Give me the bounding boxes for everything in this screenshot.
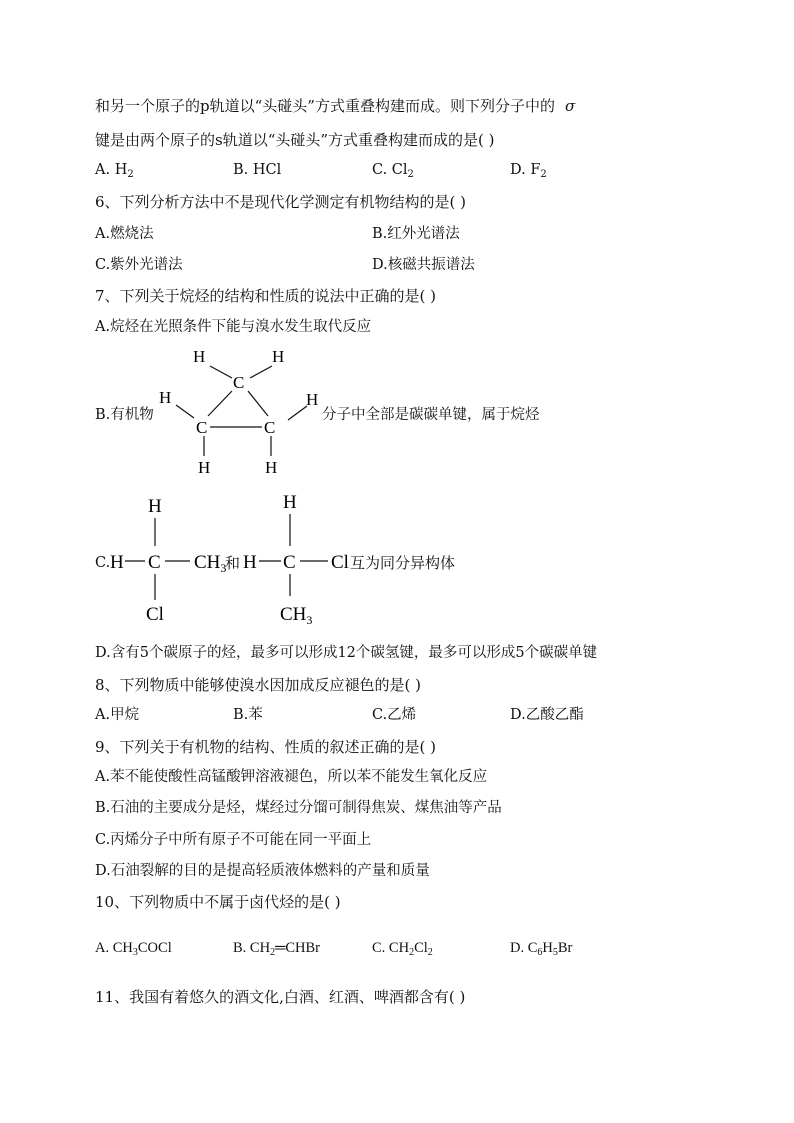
- q7-option-c-prefix[interactable]: C.: [95, 555, 111, 571]
- q5-option-c[interactable]: C. $Cl_2$: [372, 162, 414, 180]
- q8-option-c[interactable]: C.乙烯: [372, 707, 417, 723]
- q10-option-a[interactable]: A. $CH_3COCl$: [95, 940, 172, 958]
- s1-atom-c: C: [148, 552, 161, 573]
- atom-h-mid-left: H: [159, 388, 172, 407]
- q7-option-b-suffix: 分子中全部是碳碳单键，属于烷烃: [322, 407, 540, 423]
- s1-group-ch3: $CH_3$: [194, 552, 227, 575]
- q5-option-a[interactable]: A. $H_2$: [95, 162, 134, 180]
- q6-stem: 6、下列分析方法中不是现代化学测定有机物结构的是( ): [95, 193, 467, 211]
- q6-option-c[interactable]: C.紫外光谱法: [95, 257, 183, 273]
- s1-atom-h-top: H: [148, 496, 162, 517]
- q9-option-c[interactable]: C.丙烯分子中所有原子不可能在同一平面上: [95, 832, 372, 848]
- q9-option-b[interactable]: B.石油的主要成分是烃，煤经过分馏可制得焦炭、煤焦油等产品: [95, 800, 502, 816]
- atom-c-left: C: [196, 418, 208, 437]
- q8-stem: 8、下列物质中能够使溴水因加成反应褪色的是( ): [95, 676, 422, 694]
- q8-option-a[interactable]: A.甲烷: [95, 707, 140, 723]
- s1-atom-cl: Cl: [146, 604, 164, 625]
- q7-stem: 7、下列关于烷烃的结构和性质的说法中正确的是( ): [95, 287, 437, 305]
- q6-option-d[interactable]: D.核磁共振谱法: [372, 257, 475, 273]
- q7-option-b-prefix[interactable]: B.有机物: [95, 407, 154, 423]
- q8-option-b[interactable]: B.苯: [233, 707, 263, 723]
- intro-line-2: 键是由两个原子的s轨道以“头碰头”方式重叠构建而成的是( ): [95, 131, 495, 149]
- q9-option-d[interactable]: D.石油裂解的目的是提高轻质液体燃料的产量和质量: [95, 863, 430, 879]
- s2-group-ch3: $CH_3$: [280, 604, 313, 627]
- atom-h-top-left: H: [193, 347, 206, 366]
- atom-h-bottom-left: H: [198, 458, 211, 477]
- q10-option-c[interactable]: C. $CH_2Cl_2$: [372, 940, 433, 958]
- q8-option-d[interactable]: D.乙酸乙酯: [510, 707, 584, 723]
- s2-atom-h-left: H: [243, 552, 257, 573]
- q9-option-a[interactable]: A.苯不能使酸性高锰酸钾溶液褪色，所以苯不能发生氧化反应: [95, 769, 488, 785]
- q6-option-b[interactable]: B.红外光谱法: [372, 226, 460, 242]
- q10-option-d[interactable]: D. $C_6H_5Br$: [510, 940, 573, 958]
- s2-atom-cl: Cl: [331, 552, 349, 573]
- atom-c-right: C: [264, 418, 276, 437]
- atom-h-bottom-right: H: [265, 458, 278, 477]
- q5-option-b[interactable]: B. HCl: [233, 162, 282, 178]
- sigma-symbol: σ: [564, 97, 576, 115]
- q6-option-a[interactable]: A.燃烧法: [95, 226, 154, 242]
- cyclopropane-structure: [150, 340, 330, 480]
- q10-option-b[interactable]: B. $CH_2═CHBr$: [233, 940, 320, 958]
- q7-option-d[interactable]: D.含有5个碳原子的烃，最多可以形成12个碳氢键，最多可以形成5个碳碳单键: [95, 645, 598, 661]
- q11-stem: 11、我国有着悠久的酒文化,白酒、红酒、啤酒都含有( ): [95, 988, 466, 1006]
- q5-option-d[interactable]: D. $F_2$: [510, 162, 547, 180]
- q9-stem: 9、下列关于有机物的结构、性质的叙述正确的是( ): [95, 738, 437, 756]
- q7-option-c-and: 和: [225, 554, 241, 572]
- intro-line-1: 和另一个原子的p轨道以“头碰头”方式重叠构建而成。则下列分子中的 σ: [95, 97, 576, 115]
- atom-h-top-right: H: [272, 347, 285, 366]
- s2-atom-c: C: [283, 552, 296, 573]
- q10-stem: 10、下列物质中不属于卤代烃的是( ): [95, 893, 341, 911]
- q7-option-a[interactable]: A.烷烃在光照条件下能与溴水发生取代反应: [95, 319, 372, 335]
- atom-c-top: C: [233, 373, 245, 392]
- s2-atom-h-top: H: [283, 492, 297, 513]
- atom-h-mid-right: H: [306, 390, 319, 409]
- s1-atom-h-left: H: [110, 552, 124, 573]
- q7-option-c-suffix: 互为同分异构体: [350, 554, 456, 572]
